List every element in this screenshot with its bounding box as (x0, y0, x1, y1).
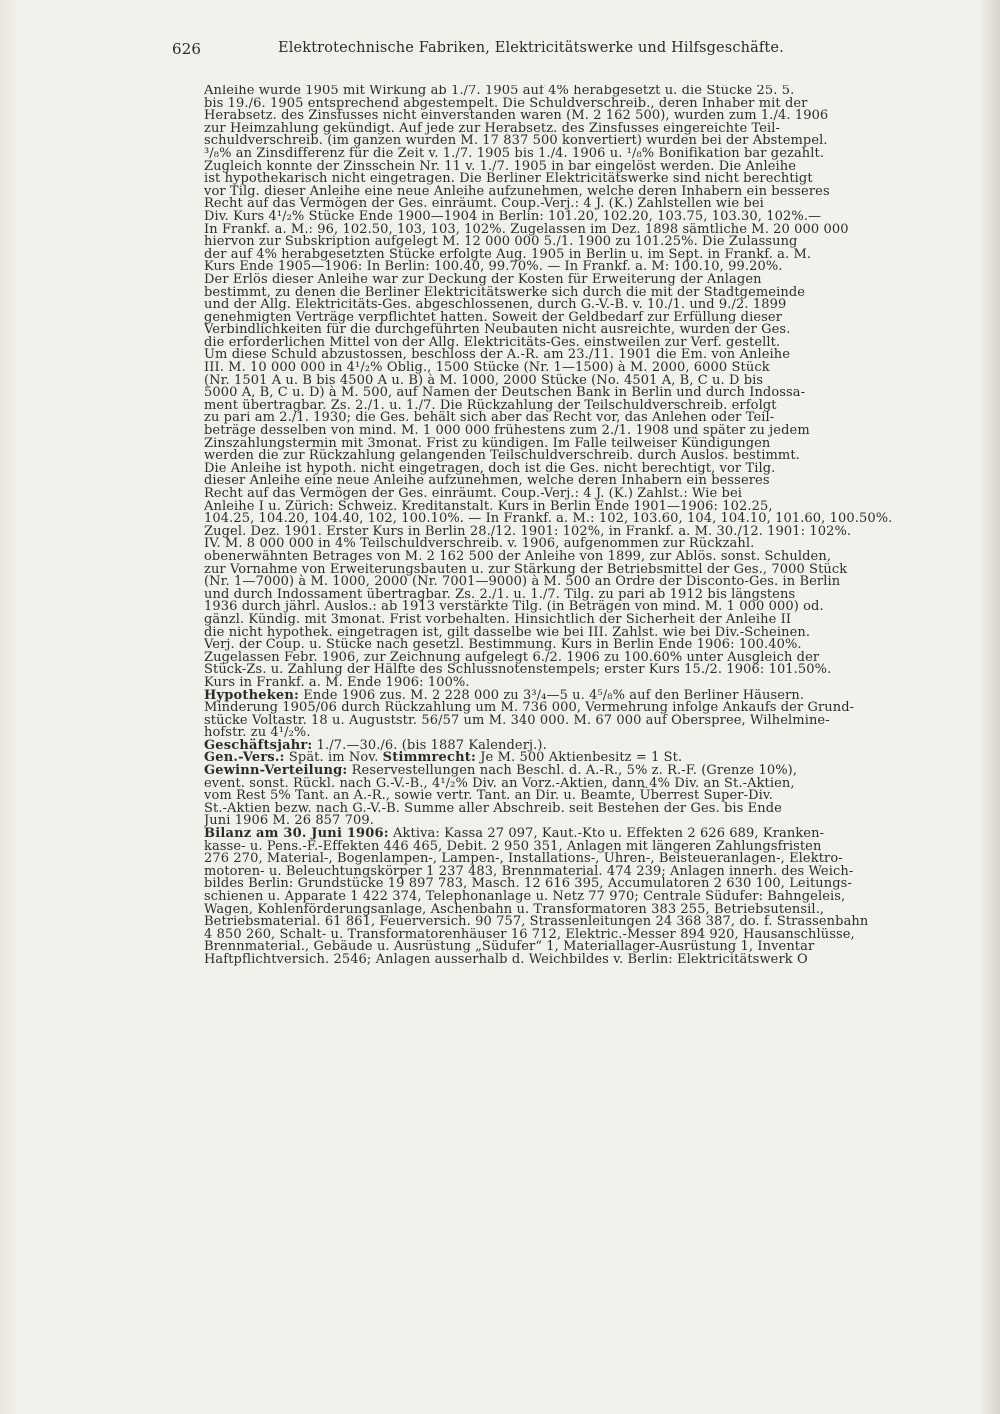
text-line: (Nr. 1—7000) à M. 1000, 2000 (Nr. 7001—9000) à M. 500 an Ordre der Disconto-Ges. in Berlin (204, 574, 841, 590)
page-number: 626 (172, 40, 202, 58)
text-line: Zugelassen Febr. 1906, zur Zeichnung aufgelegt 6./2. 1906 zu 100.60% unter Ausgleich der (204, 649, 820, 665)
text-line: Div. Kurs 4¹/₂% Stücke Ende 1900—1904 in Berlin: 101.20, 102.20, 103.75, 103.30, 102%.— (204, 208, 822, 224)
text-line: beträge desselben von mind. M. 1 000 000 frühestens zum 2./1. 1908 und später zu jedem (204, 423, 810, 439)
text-line: bestimmt, zu denen die Berliner Elektricitätswerke sich durch die mit der Stadtgemeinde (204, 284, 806, 300)
bilanz-line: Haftpflichtversich. 2546; Anlagen ausserhalb d. Weichbildes v. Berlin: Elektricitätswerk O (204, 951, 808, 967)
bilanz-line: Brennmaterial., Gebäude u. Ausrüstung „Südufer“ 1, Materiallager-Ausrüstung 1, Inventar (204, 939, 815, 955)
text-line: Recht auf das Vermögen der Ges. einräumt. Coup.-Verj.: 4 J. (K.) Zahlstellen wie bei (204, 196, 764, 212)
text-line: die nicht hypothek. eingetragen ist, gilt dasselbe wie bei III. Zahlst. wie bei Div.-Scheinen. (204, 624, 811, 640)
text-line: 1936 durch jährl. Auslos.: ab 1913 verstärkte Tilg. (in Beträgen von mind. M. 1 000 000) od. (204, 599, 824, 615)
hypotheken-line: Minderung 1905/06 durch Rückzahlung um M. 736 000, Vermehrung infolge Ankaufs der Grund- (204, 700, 855, 716)
geschaeftsjahr-text: 1./7.—30./6. (bis 1887 Kalenderj.). (312, 737, 547, 753)
bilanz-line: kasse- u. Pens.-F.-Effekten 446 465, Debit. 2 950 351, Anlagen mit längeren Zahlungsfristen (204, 838, 822, 854)
aktiva-label: Aktiva: (388, 826, 440, 842)
text-line: zur Heimzahlung gekündigt. Auf jede zur Herabsetz. des Zinsfusses eingereichte Teil- (204, 120, 781, 136)
bilanz-line: bildes Berlin: Grundstücke 19 897 783, Masch. 12 616 395, Accumulatoren 2 630 100, Leitungs- (204, 876, 852, 892)
text-line: Stück-Zs. u. Zahlung der Hälfte des Schlussnotenstempels; erster Kurs 15./2. 1906: 101.50%. (204, 662, 832, 678)
text-line: Zugleich konnte der Zinsschein Nr. 11 v. 1./7. 1905 in bar eingelöst werden. Die Anleihe (204, 158, 797, 174)
gewinn-line: Reservestellungen nach Beschl. d. A.-R., 5% z. R.-F. (Grenze 10%), (347, 763, 798, 779)
text-line: ist hypothekarisch nicht eingetragen. Die Berliner Elektricitätswerke sind nicht berechtigt (204, 171, 813, 187)
gen-vers-label: Gen.-Vers.: (204, 750, 285, 766)
hypotheken-label: Hypotheken: (204, 687, 300, 703)
text-line: hiervon zur Subskription aufgelegt M. 12 000 000 5./1. 1900 zu 101.25%. Die Zulassung (204, 234, 798, 250)
hypotheken-line: stücke Voltastr. 18 u. Auguststr. 56/57 um M. 340 000. M. 67 000 auf Oberspree, Wilhelmine- (204, 712, 830, 728)
bilanz-line: Wagen, Kohlenförderungsanlage, Aschenbahn u. Transformatoren 383 255, Betriebsutensil., (204, 901, 825, 917)
text-line: genehmigten Verträge verpflichtet hatten. Soweit der Geldbedarf zur Erfüllung dieser (204, 309, 783, 325)
gewinn-label: Gewinn-Verteilung: (204, 763, 348, 779)
text-line: Verbindlichkeiten für die durchgeführten Neubauten nicht ausreichte, wurden der Ges. (204, 322, 791, 338)
text-line: Recht auf das Vermögen der Ges. einräumt. Coup.-Verj.: 4 J. (K.) Zahlst.: Wie bei (204, 486, 743, 501)
text-line: Anleihe wurde 1905 mit Wirkung ab 1./7. 1905 auf 4% herabgesetzt u. die Stücke 25. 5. (204, 85, 795, 98)
hypotheken-line: Ende 1906 zus. M. 2 228 000 zu 3³/₄—5 u. 4⁵/₈% auf den Berliner Häusern. (299, 687, 805, 703)
text-line: Der Erlös dieser Anleihe war zur Deckung der Kosten für Erweiterung der Anlagen (204, 271, 762, 287)
text-line: zu pari am 2./1. 1930; die Ges. behält sich aber das Recht vor, das Anlehen oder Teil- (204, 410, 775, 426)
gewinn-line: Juni 1906 M. 26 857 709. (204, 813, 375, 829)
bilanz-line: motoren- u. Beleuchtungskörper 1 237 483, Brennmaterial. 474 239; Anlagen innerh. des Weich- (204, 863, 854, 879)
text-line: ment übertragbar. Zs. 2./1. u. 1./7. Die Rückzahlung der Teilschuldverschreib. erfolgt (204, 397, 777, 413)
bilanz-line: Kassa 27 097, Kaut.-Kto u. Effekten 2 626 689, Kranken- (439, 826, 825, 842)
bilanz-line: 4 850 260, Schalt- u. Transformatorenhäuser 16 712, Elektric.-Messer 894 920, Hausanschlüsse, (204, 926, 855, 942)
gewinn-line: vom Rest 5% Tant. an A.-R., sowie vertr. Tant. an Dir. u. Beamte, Überrest Super-Div. (204, 788, 773, 804)
text-line: III. M. 10 000 000 in 4¹/₂% Oblig., 1500 Stücke (Nr. 1—1500) à M. 2000, 6000 Stück (204, 360, 770, 376)
text-line: Kurs Ende 1905—1906: In Berlin: 100.40, 99.70%. — In Frankf. a. M: 100.10, 99.20%. (204, 259, 783, 275)
stimmrecht-label: Stimmrecht: (382, 750, 476, 766)
bilanz-line: Betriebsmaterial. 61 861, Feuerversich. 90 757, Strassenleitungen 24 368 387, do. f. Strassenbahn (204, 914, 869, 930)
running-title: Elektrotechnische Fabriken, Elektricitätswerke und Hilfsgeschäfte. (278, 40, 784, 56)
text-line: werden die zur Rückzahlung gelangenden Teilschuldverschreib. durch Auslos. bestimmt. (204, 448, 800, 464)
text-line: und der Allg. Elektricitäts-Ges. abgeschlossenen, durch G.-V.-B. v. 10./1. und 9./2. 1899 (204, 297, 787, 313)
bilanz-line: 276 270, Material-, Bogenlampen-, Lampen-, Installations-, Uhren-, Beisteueranlagen-, Elektro- (204, 851, 843, 867)
geschaeftsjahr-label: Geschäftsjahr: (204, 737, 313, 753)
text-line: Kurs in Frankf. a. M. Ende 1906: 100%. (204, 674, 470, 690)
bilanz-label: Bilanz am 30. Juni 1906: (204, 826, 389, 842)
stimmrecht-text: Je M. 500 Aktienbesitz = 1 St. (476, 750, 683, 766)
bilanz-line: schienen u. Apparate 1 422 374, Telephonanlage u. Netz 77 970; Centrale Südufer: Bahngeleis, (204, 889, 846, 904)
text-line: 5000 A, B, C u. D) à M. 500, auf Namen der Deutschen Bank in Berlin und durch Indossa- (204, 385, 806, 401)
gen-vers-text: Spät. im Nov. (284, 750, 383, 766)
text-column (204, 85, 964, 1395)
text-line: ³/₈% an Zinsdifferenz für die Zeit v. 1./7. 1905 bis 1./4. 1906 u. ¹/₈% Bonifikation bar gezahlt. (204, 145, 825, 161)
text-line: Zinszahlungstermin mit 3monat. Frist zu kündigen. Im Falle teilweiser Kündigungen (204, 435, 771, 451)
gewinn-line: event. sonst. Rückl. nach G.-V.-B., 4¹/₂% Div. an Vorz.-Aktien, dann 4% Div. an St.-Aktien, (204, 775, 795, 791)
text-line: zur Vornahme von Erweiterungsbauten u. zur Stärkung der Betriebsmittel der Ges., 7000 Stück (204, 561, 848, 577)
text-line: vor Tilg. dieser Anleihe eine neue Anleihe aufzunehmen, welche deren Inhabern ein besseres (204, 183, 830, 199)
text-line: 104.25, 104.20, 104.40, 102, 100.10%. — In Frankf. a. M.: 102, 103.60, 104, 104.10, 101.60, 100.50%. (204, 511, 893, 527)
text-line: Anleihe I u. Zürich: Schweiz. Kreditanstalt. Kurs in Berlin Ende 1901—1906: 102.25, (204, 498, 773, 514)
gewinn-line: St.-Aktien bezw. nach G.-V.-B. Summe aller Abschreib. seit Bestehen der Ges. bis Ende (204, 800, 782, 816)
text-line: In Frankf. a. M.: 96, 102.50, 103, 103, 102%. Zugelassen im Dez. 1898 sämtliche M. 20 000 000 (204, 221, 849, 237)
text-line: gänzl. Kündig. mit 3monat. Frist vorbehalten. Hinsichtlich der Sicherheit der Anleihe II (204, 611, 792, 627)
hypotheken-line: hofstr. zu 4¹/₂%. (204, 725, 311, 741)
anleihe-section (204, 85, 964, 690)
text-line: dieser Anleihe eine neue Anleihe aufzunehmen, welche deren Inhabern ein besseres (204, 473, 770, 489)
text-line: bis 19./6. 1905 entsprechend abgestempelt. Die Schuldverschreib., deren Inhaber mit der (204, 95, 808, 111)
text-line: Die Anleihe ist hypoth. nicht eingetragen, doch ist die Ges. nicht berechtigt, vor Tilg. (204, 460, 776, 476)
text-line: und durch Indossament übertragbar. Zs. 2./1. u. 1./7. Tilg. zu pari ab 1912 bis längstens (204, 586, 796, 602)
text-line: IV. M. 8 000 000 in 4% Teilschuldverschreib. v. 1906, aufgenommen zur Rückzahl. (204, 536, 755, 552)
page-spine-shadow (982, 0, 1000, 1414)
text-line: (Nr. 1501 A u. B bis 4500 A u. B) à M. 1000, 2000 Stücke (No. 4501 A, B, C u. D bis (204, 372, 764, 388)
text-line: die erforderlichen Mittel von der Allg. Elektricitäts-Ges. einstweilen zur Verf. gestellt. (204, 334, 781, 350)
text-line: Herabsetz. des Zinsfusses nicht einverstanden waren (M. 2 162 500), wurden zum 1./4. 1906 (204, 108, 829, 124)
text-line: Verj. der Coup. u. Stücke nach gesetzl. Bestimmung. Kurs in Berlin Ende 1906: 100.40%. (204, 637, 802, 653)
text-line: schuldverschreib. (im ganzen wurden M. 17 837 500 konvertiert) wurden bei der Abstempel. (204, 133, 828, 149)
text-line: obenerwähnten Betrages von M. 2 162 500 der Anleihe von 1899, zur Ablös. sonst. Schulden, (204, 548, 832, 564)
text-line: Um diese Schuld abzustossen, beschloss der A.-R. am 23./11. 1901 die Em. von Anleihe (204, 347, 791, 363)
text-line: Zugel. Dez. 1901. Erster Kurs in Berlin 28./12. 1901: 102%, in Frankf. a. M. 30./12. 1901: 102%. (204, 523, 852, 539)
text-line: der auf 4% herabgesetzten Stücke erfolgte Aug. 1905 in Berlin u. im Sept. in Frankf. a. M. (204, 246, 812, 262)
